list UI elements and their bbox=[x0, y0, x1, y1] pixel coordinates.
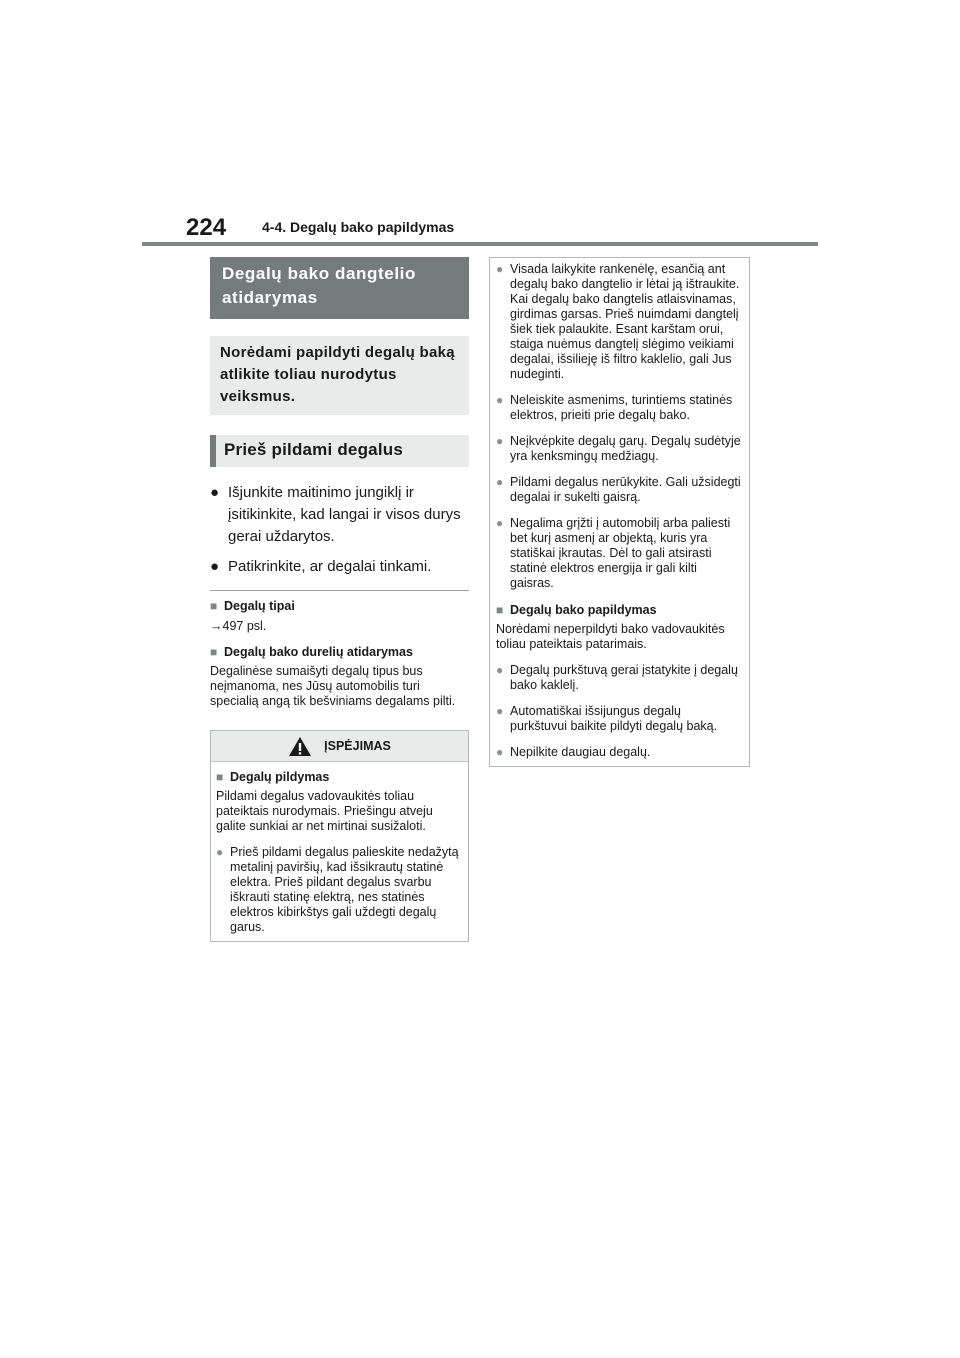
square-bullet-icon: ■ bbox=[210, 645, 218, 659]
bullet-icon: ● bbox=[496, 663, 504, 677]
warning-header bbox=[211, 731, 468, 762]
list-item: ● Pildami degalus nerūkykite. Gali užsidegti degalai ir sukelti gaisrą. bbox=[496, 475, 741, 504]
intro-box: Norėdami papildyti degalų baką atlikite toliau nurodytus veiksmus. bbox=[210, 336, 469, 415]
note-heading: ■ Degalų bako durelių atidarymas bbox=[210, 645, 413, 659]
list-item-text: Patikrinkite, ar degalai tinkami. bbox=[228, 558, 432, 575]
bullet-icon: ● bbox=[216, 845, 224, 859]
list-item: ● Negalima grįžti į automobilį arba paliesti bet kurį asmenį ar objektą, kuris yra statiškai įkrautas. Dėl to gali atsirasti statinė elektros energija ir gali kilti gaisras. bbox=[496, 516, 731, 590]
bullet-icon: ● bbox=[210, 558, 220, 575]
bullet-icon: ● bbox=[496, 516, 504, 530]
header-rule bbox=[142, 242, 818, 246]
note-text: Degalinėse sumaišyti degalų tipus bus neįmanoma, nes Jūsų automobilis turi specialią angą tik bešviniams degalams pilti. bbox=[210, 664, 456, 708]
bullet-icon: ● bbox=[496, 262, 504, 276]
warning-body bbox=[211, 762, 468, 941]
left-column bbox=[210, 257, 469, 942]
square-bullet-icon: ■ bbox=[210, 599, 218, 613]
warning-heading: ■ Degalų pildymas bbox=[216, 770, 330, 784]
main-heading: Degalų bako dangtelio atidarymas bbox=[210, 257, 469, 319]
bullet-icon: ● bbox=[496, 393, 504, 407]
list-item: ● Prieš pildami degalus palieskite nedažytą metalinį paviršių, kad išsikrautų statinė elektra. Prieš pildant degalus svarbu iškrauti statinę elektrą, nes statinės elektros kibirkštys gali uždegti degalų garus. bbox=[216, 845, 459, 934]
note-heading: ■ Degalų tipai bbox=[210, 599, 295, 613]
warning-label: ĮSPĖJIMAS bbox=[324, 739, 391, 753]
list-item: ● Nepilkite daugiau degalų. bbox=[496, 745, 651, 759]
bullet-icon: ● bbox=[496, 475, 504, 489]
square-bullet-icon: ■ bbox=[216, 770, 224, 784]
page-number: 224 bbox=[186, 214, 227, 241]
warning-continuation-box bbox=[489, 257, 750, 767]
main-bullet-list bbox=[210, 482, 469, 578]
square-bullet-icon: ■ bbox=[496, 603, 504, 617]
section-heading: ■ Degalų bako papildymas bbox=[496, 603, 657, 617]
list-item: ● Neįkvėpkite degalų garų. Degalų sudėtyje yra kenksmingų medžiagų. bbox=[496, 434, 741, 463]
list-item: ● Degalų purkštuvą gerai įstatykite į degalų bako kaklelį. bbox=[496, 663, 738, 692]
subheading: Prieš pildami degalus bbox=[210, 435, 469, 467]
list-item: ● Neleiskite asmenims, turintiems statinės elektros, prieiti prie degalų bako. bbox=[496, 393, 733, 422]
list-item bbox=[210, 556, 469, 578]
bullet-icon: ● bbox=[210, 484, 220, 501]
warning-box bbox=[210, 730, 469, 942]
right-column bbox=[489, 257, 750, 767]
list-item: ● Automatiškai išsijungus degalų purkštuvui baikite pildyti degalų baką. bbox=[496, 704, 718, 733]
section-text: Norėdami neperpildyti bako vadovaukitės toliau pateiktais patarimais. bbox=[496, 622, 725, 651]
warning-triangle-icon bbox=[288, 736, 312, 757]
list-item-text: Išjunkite maitinimo jungiklį ir įsitikinkite, kad langai ir visos durys gerai uždarytos. bbox=[228, 484, 461, 545]
bullet-icon: ● bbox=[496, 704, 504, 718]
section-title: 4-4. Degalų bako papildymas bbox=[262, 219, 455, 235]
list-item: ● Visada laikykite rankenėlę, esančią ant degalų bako dangtelio ir lėtai ją ištraukite. Kai degalų bako dangtelis atlaisvinamas, girdimas garsas. Prieš nuimdami dangtelį šiek tiek palaukite. Esant karštam orui, staiga nuėmus dangtelį slėgimo veikiami degalai, išsilieję iš filtro kaklelio, gali Jus nudeginti. bbox=[496, 262, 740, 381]
warning-text: Pildami degalus vadovaukitės toliau pateiktais nurodymais. Priešingu atveju galite sunkiai ar net mirtinai susižaloti. bbox=[216, 789, 433, 833]
list-item bbox=[210, 482, 469, 548]
divider bbox=[210, 590, 469, 591]
page-reference: →497 psl. bbox=[210, 619, 267, 633]
bullet-icon: ● bbox=[496, 745, 504, 759]
bullet-icon: ● bbox=[496, 434, 504, 448]
